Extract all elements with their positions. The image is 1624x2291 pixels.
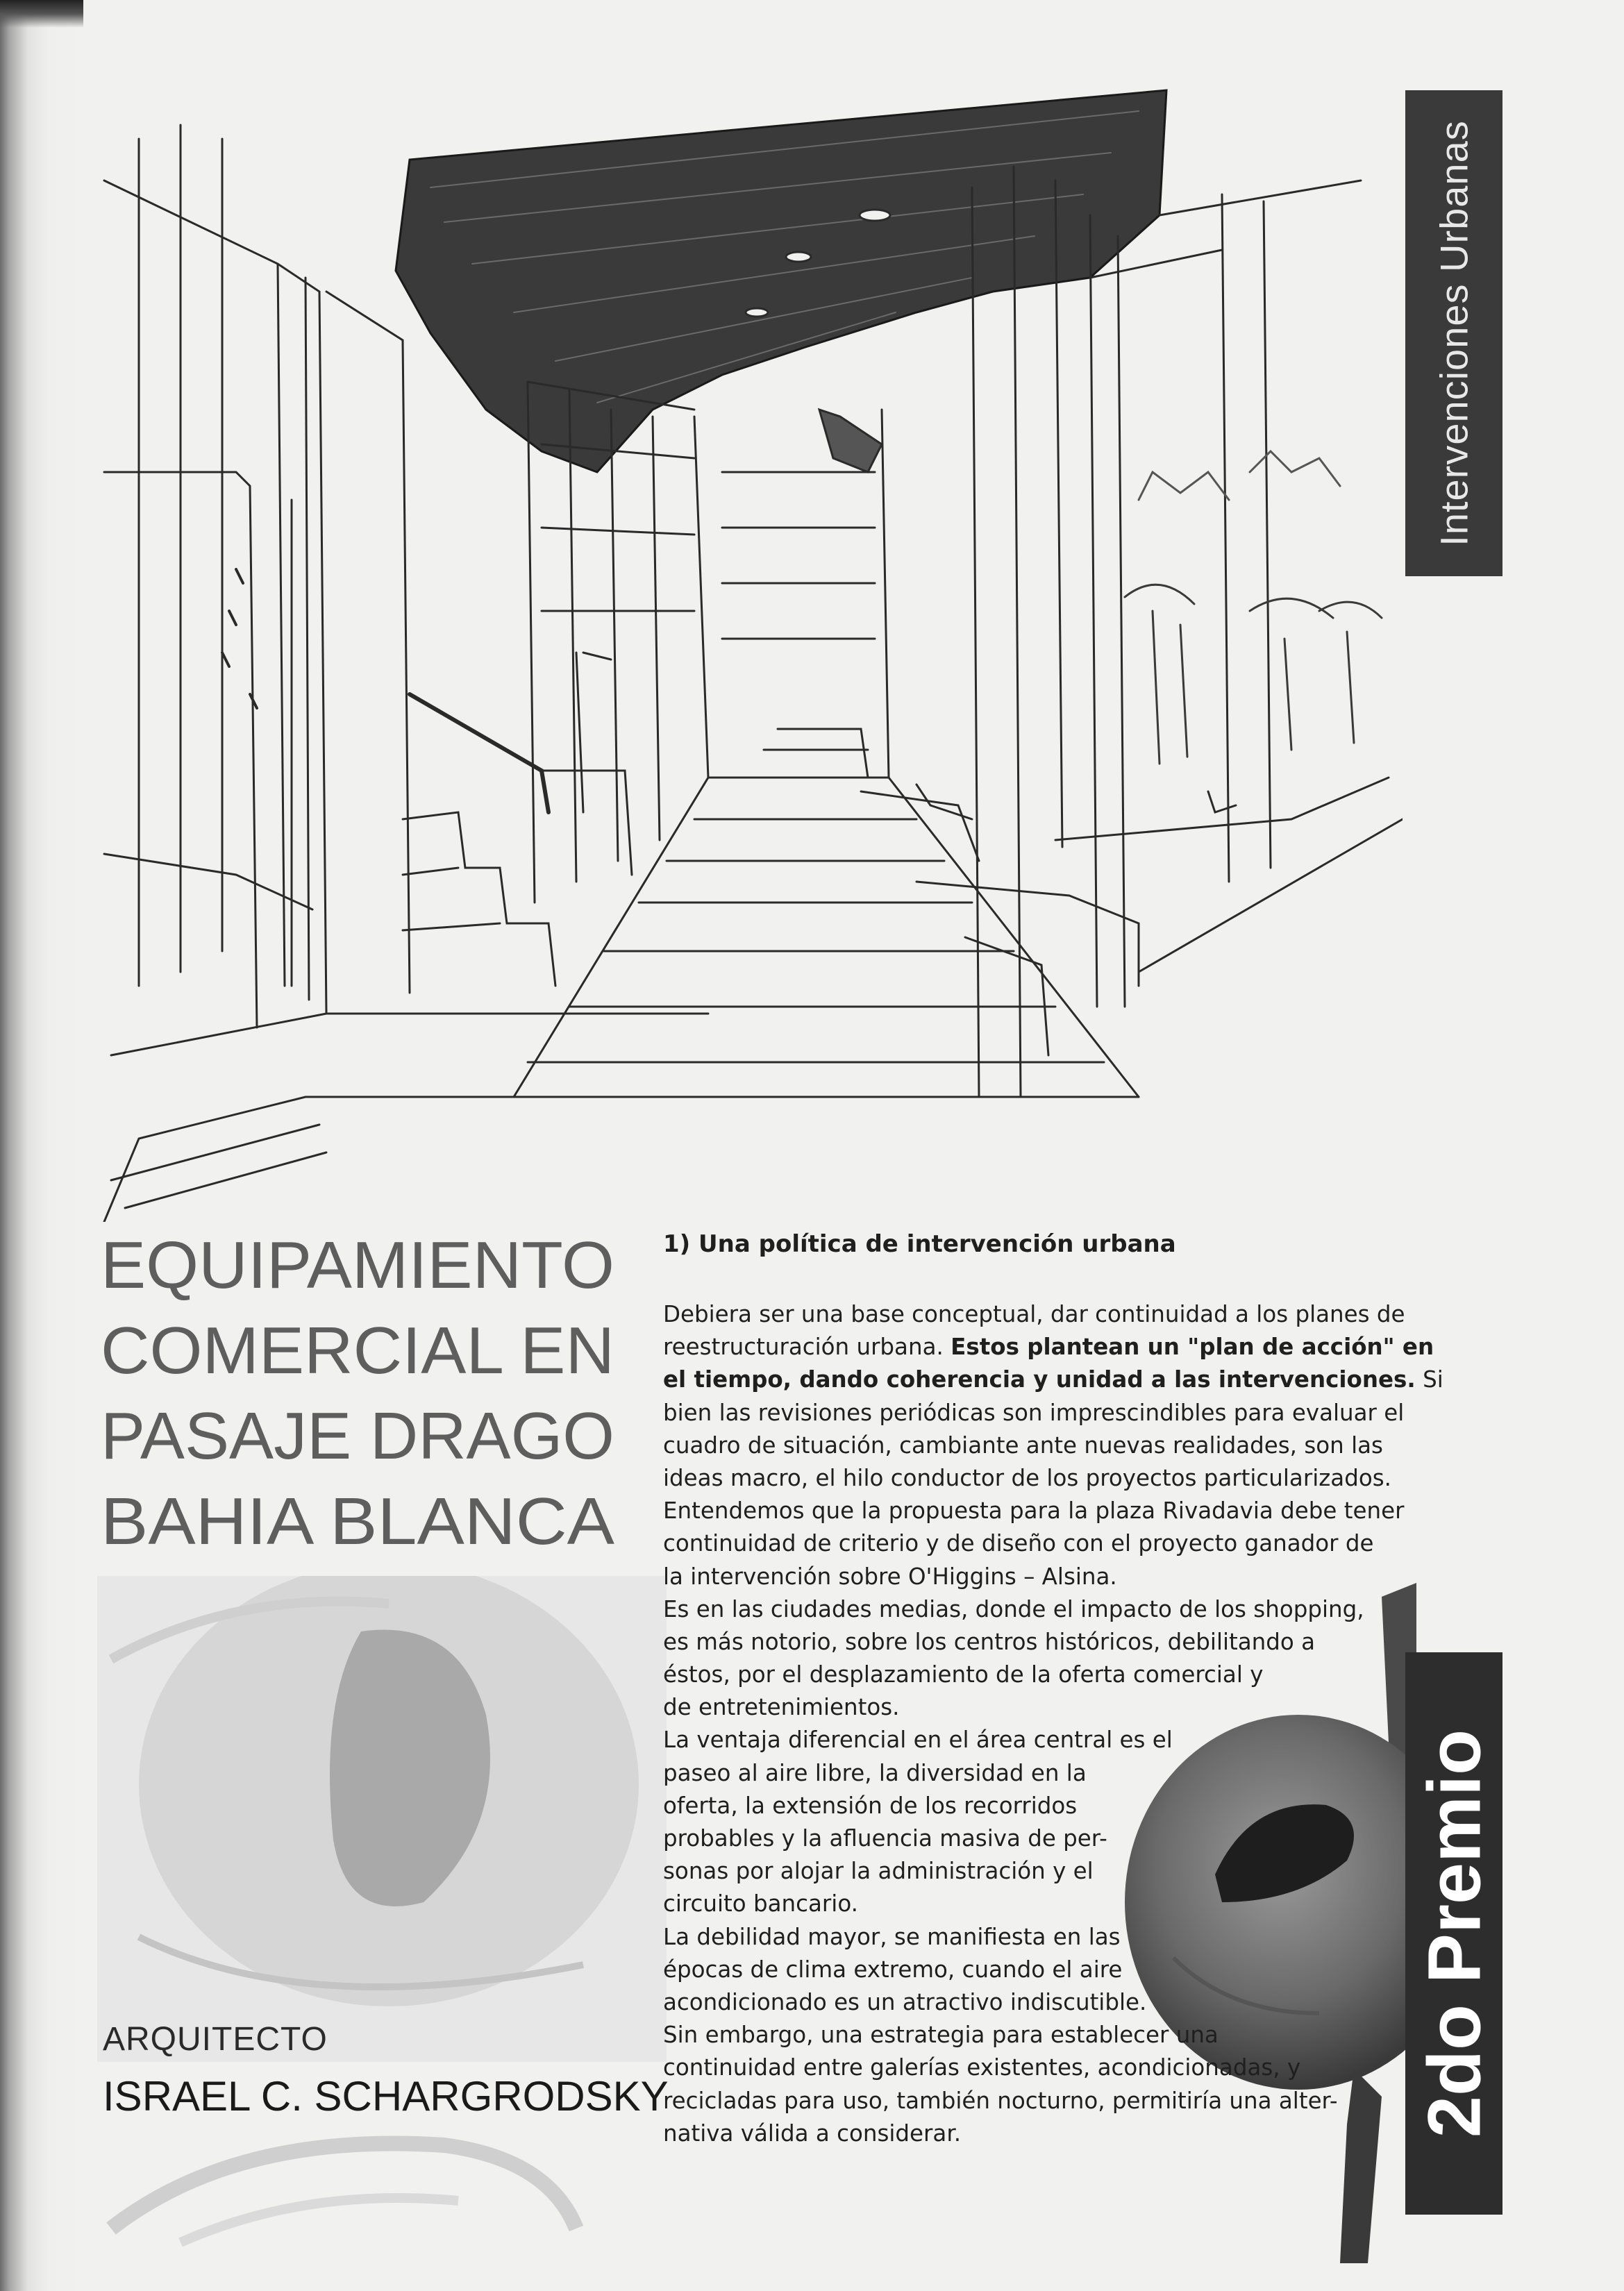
body-line: paseo al aire libre, la diversidad en la bbox=[663, 1759, 1087, 1786]
body-line: Sin embargo, una estrategia para establecer una bbox=[663, 2022, 1219, 2049]
body-line: Es en las ciudades medias, donde el impacto de los shopping, bbox=[663, 1595, 1364, 1622]
body-line: de entretenimientos. bbox=[663, 1694, 900, 1721]
body-line: cuadro de situación, cambiante ante nuevas realidades, son las bbox=[663, 1432, 1383, 1459]
body-line: reestructuración urbana. Estos plantean un "plan de acción" en bbox=[663, 1334, 1434, 1361]
architect-label: ARQUITECTO bbox=[103, 2021, 328, 2058]
body-line: nativa válida a considerar. bbox=[663, 2120, 962, 2147]
prize-label: 2do Premio bbox=[1412, 1729, 1496, 2138]
body-line: continuidad entre galerías existentes, acondicionadas, y bbox=[663, 2054, 1301, 2081]
body-line: la intervención sobre O'Higgins – Alsina. bbox=[663, 1563, 1117, 1590]
title-line-2: COMERCIAL EN bbox=[101, 1314, 614, 1388]
architect-name: ISRAEL C. SCHARGRODSKY bbox=[103, 2073, 669, 2120]
passage-sketch-illustration bbox=[97, 83, 1403, 1222]
body-line: bien las revisiones periódicas son imprescindibles para evaluar el bbox=[663, 1399, 1405, 1426]
body-line: es más notorio, sobre los centros históricos, debilitando a bbox=[663, 1628, 1316, 1655]
body-line: probables y la afluencia masiva de per- bbox=[663, 1825, 1107, 1852]
section-heading: 1) Una política de intervención urbana bbox=[663, 1230, 1176, 1258]
body-line: La debilidad mayor, se manifiesta en las bbox=[663, 1923, 1121, 1950]
body-line: recicladas para uso, también nocturno, permitiría una alter- bbox=[663, 2087, 1338, 2114]
body-line: ideas macro, el hilo conductor de los proyectos particularizados. bbox=[663, 1464, 1391, 1491]
body-line: circuito bancario. bbox=[663, 1890, 858, 1917]
title-line-4: BAHIA BLANCA bbox=[101, 1484, 614, 1559]
body-line: Debiera ser una base conceptual, dar continuidad a los planes de bbox=[663, 1301, 1405, 1327]
article-title bbox=[101, 1222, 628, 1583]
scan-edge-shadow bbox=[0, 0, 83, 28]
prize-tab-vertical bbox=[1405, 1652, 1502, 2215]
body-line: Entendemos que la propuesta para la plaza Rivadavia debe tener bbox=[663, 1497, 1405, 1525]
body-line: éstos, por el desplazamiento de la oferta comercial y bbox=[663, 1661, 1264, 1688]
title-line-3: PASAJE DRAGO bbox=[101, 1399, 614, 1473]
body-line: oferta, la extensión de los recorridos bbox=[663, 1792, 1078, 1819]
body-line: épocas de clima extremo, cuando el aire bbox=[663, 1956, 1123, 1983]
body-line: La ventaja diferencial en el área central es el bbox=[663, 1727, 1173, 1754]
body-line: el tiempo, dando coherencia y unidad a las intervenciones. Si bbox=[663, 1366, 1443, 1393]
body-line: continuidad de criterio y de diseño con el proyecto ganador de bbox=[663, 1530, 1374, 1557]
section-tab-label: Intervenciones Urbanas bbox=[1432, 120, 1476, 546]
body-line: sonas por alojar la administración y el bbox=[663, 1858, 1094, 1885]
body-line: acondicionado es un atractivo indiscutible. bbox=[663, 1988, 1147, 2015]
title-line-1: EQUIPAMIENTO bbox=[101, 1228, 614, 1302]
article-body bbox=[663, 1298, 1443, 2150]
faded-background-image bbox=[97, 1576, 667, 2062]
section-tab-vertical bbox=[1405, 90, 1502, 576]
